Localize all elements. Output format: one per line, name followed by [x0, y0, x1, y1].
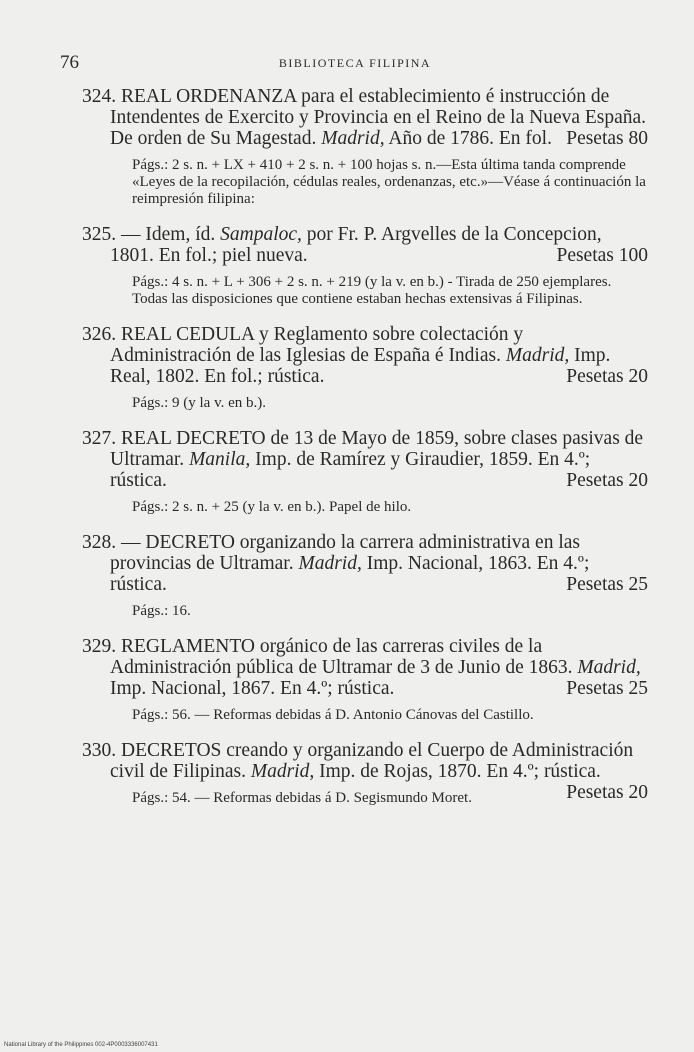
- entry-number: 330.: [82, 740, 117, 761]
- entry-place: Madrid,: [298, 553, 362, 574]
- entry-notes: [132, 707, 648, 724]
- entry-text: REAL CEDULA y Reglamento sobre colectación y Administración de las Iglesias de España é Indias.: [110, 324, 524, 366]
- entry-text: — Idem, íd.: [121, 224, 216, 245]
- entry-price: Pesetas 20: [566, 782, 648, 803]
- page-number: 76: [60, 52, 79, 73]
- entry-note: Págs.: 9 (y la v. en b.).: [132, 395, 267, 411]
- catalog-entry: [82, 740, 648, 807]
- entry-place: Madrid,: [505, 345, 570, 366]
- catalog-entries: [82, 86, 648, 823]
- entry-text: REAL ORDENANZA para el establecimiento é instrucción de Intendentes de Exercito y Provincia en el Reino de la Nueva España. De orden de Su Magestad.: [110, 86, 647, 149]
- entry-note: Págs.: 56. — Reformas debidas á D. Antonio Cánovas del Castillo.: [132, 707, 534, 723]
- entry-place: Madrid,: [577, 657, 641, 678]
- entry-price: Pesetas 20: [566, 470, 648, 491]
- entry-price: Pesetas 20: [566, 366, 648, 387]
- entry-number: 329.: [82, 636, 117, 657]
- entry-text: — DECRETO organizando la carrera administrativa en las provincias de Ultramar.: [110, 532, 581, 574]
- entry-note: Págs.: 2 s. n. + 25 (y la v. en b.). Papel de hilo.: [132, 499, 412, 515]
- entry-text: DECRETOS creando y organizando el Cuerpo de Administración civil de Filipinas.: [110, 740, 634, 782]
- catalog-entry: [82, 428, 648, 516]
- entry-text-2: Imp. de Ramírez y Giraudier, 1859. En 4.º; rústica.: [110, 449, 591, 491]
- entry-text-2: Imp. Real, 1802. En fol.; rústica.: [110, 345, 611, 387]
- catalog-entry: [82, 324, 648, 412]
- entry-notes: [132, 499, 648, 516]
- entry-number: 325.: [82, 224, 117, 245]
- entry-place: Madrid,: [321, 128, 385, 149]
- entry-notes: [132, 603, 648, 620]
- entry-price: Pesetas 80: [566, 128, 648, 149]
- entry-note: Págs.: 4 s. n. + L + 306 + 2 s. n. + 219 (y la v. en b.) - Tirada de 250 ejemplares.: [132, 274, 612, 290]
- entry-number: 327.: [82, 428, 117, 449]
- scan-credit: National Library of the Philippines 002-4P0003336007431: [4, 1042, 158, 1048]
- entry-text-2: Imp. Nacional, 1863. En 4.º; rústica.: [110, 553, 590, 595]
- entry-number: 328.: [82, 532, 117, 553]
- running-title: BIBLIOTECA FILIPINA: [278, 56, 432, 70]
- entry-price: Pesetas 100: [556, 245, 648, 266]
- catalog-entry: [82, 532, 648, 620]
- entry-number: 324.: [82, 86, 117, 107]
- entry-note: Págs.: 2 s. n. + LX + 410 + 2 s. n. + 100 hojas s. n.—Esta última tanda comprende «Leyes de la recopilación, cédulas reales, ordenanzas, etc.»—Véase á continuación la reimpresión filipina:: [132, 157, 646, 207]
- entry-note: Págs.: 54. — Reformas debidas á D. Segismundo Moret.: [132, 790, 472, 806]
- catalog-entry: [82, 86, 648, 208]
- entry-notes: [132, 157, 648, 208]
- entry-note: Págs.: 16.: [132, 603, 191, 619]
- entry-number: 326.: [82, 324, 117, 345]
- entry-place: Sampaloc,: [220, 224, 302, 245]
- entry-place: Manila,: [189, 449, 251, 470]
- entry-price: Pesetas 25: [566, 574, 648, 595]
- entry-notes: [132, 274, 648, 308]
- entry-text-2: Imp. Nacional, 1867. En 4.º; rústica.: [110, 678, 395, 699]
- entry-notes: [132, 395, 648, 412]
- entry-text-2: Imp. de Rojas, 1870. En 4.º; rústica.: [319, 761, 601, 782]
- entry-price: Pesetas 25: [566, 678, 648, 699]
- entry-note: Todas las disposiciones que contiene estaban hechas extensivas á Filipinas.: [132, 291, 583, 307]
- entry-text: REGLAMENTO orgánico de las carreras civiles de la Administración pública de Ultramar de 3 de Junio de 1863.: [110, 636, 573, 678]
- catalog-entry: [82, 224, 648, 308]
- entry-text: REAL DECRETO de 13 de Mayo de 1859, sobre clases pasivas de Ultramar.: [110, 428, 644, 470]
- entry-text-2: Año de 1786. En fol.: [388, 128, 552, 149]
- page-header: [60, 52, 650, 76]
- catalog-entry: [82, 636, 648, 724]
- entry-place: Madrid,: [250, 761, 315, 782]
- entry-text-2: por Fr. P. Argvelles de la Concepcion, 1801. En fol.; piel nueva.: [110, 224, 602, 266]
